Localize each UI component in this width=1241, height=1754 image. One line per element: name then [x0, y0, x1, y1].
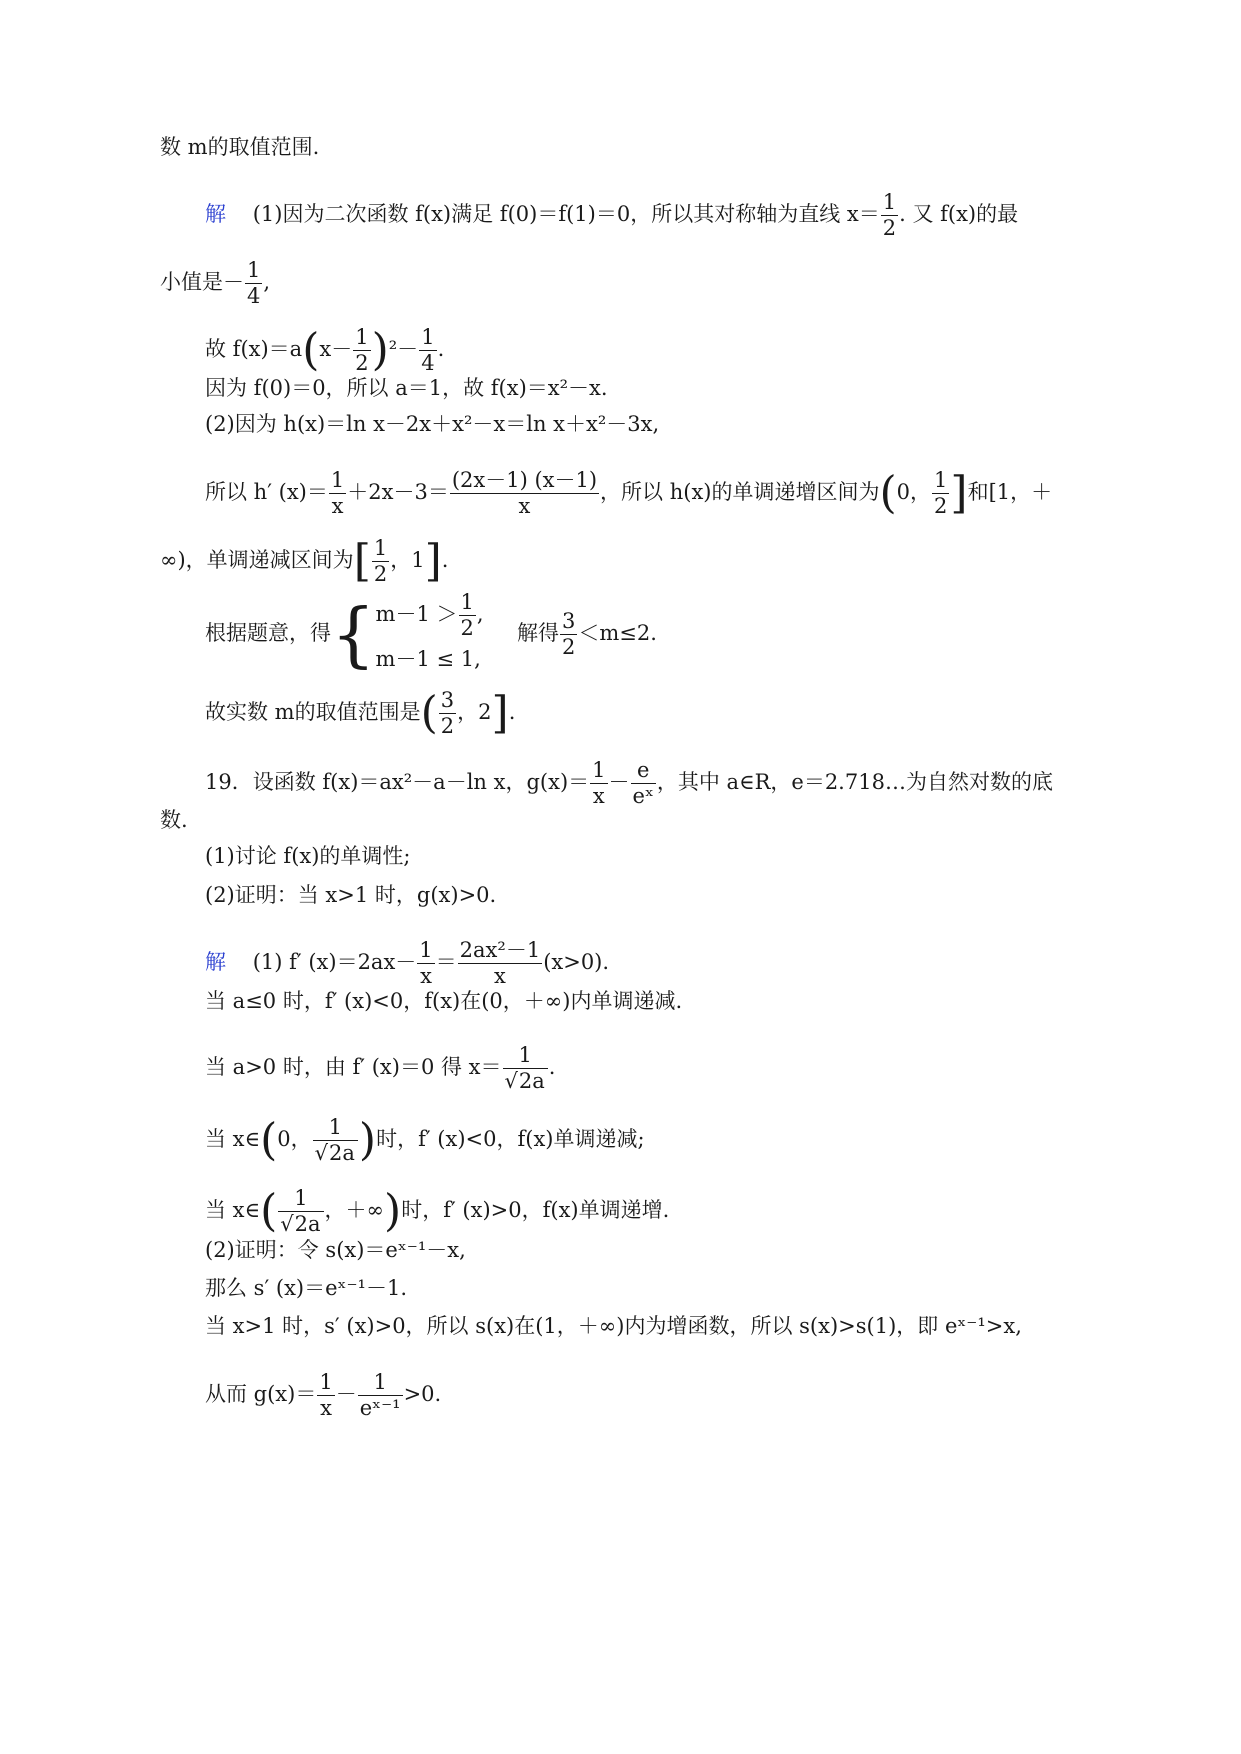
line-22: 当 x>1 时，s′ (x)>0，所以 s(x)在(1，＋∞)内为增函数，所以 s(x)>s(1)，即 eˣ⁻¹>x, — [205, 1314, 1022, 1338]
line-23-text-a: 从而 g(x)＝ — [205, 1382, 317, 1407]
line-08-text-a: ∞)，单调递减区间为 — [160, 548, 354, 573]
left-paren: ( — [302, 324, 320, 376]
line-23-text-c: >0. — [403, 1382, 442, 1407]
system-line-2: m－1 ≤ 1, — [375, 647, 481, 672]
line-18-text-a: 当 x∈ — [205, 1127, 261, 1152]
line-15-text-b: ＝ — [435, 950, 457, 975]
line-01: 数 m的取值范围. — [160, 135, 320, 159]
line-13: (1)讨论 f(x)的单调性; — [205, 844, 411, 868]
right-paren: ) — [358, 1114, 377, 1166]
line-08 — [160, 536, 448, 587]
line-23-text-b: － — [335, 1382, 357, 1407]
line-11-text-b: － — [608, 770, 630, 795]
line-10-text-b: ，2 — [457, 700, 492, 725]
line-03 — [160, 258, 270, 309]
right-paren: ) — [384, 1185, 402, 1237]
line-08-text-c: . — [441, 548, 449, 573]
left-paren: ( — [420, 687, 438, 739]
line-09 — [205, 590, 657, 679]
fraction-one-over-x-2: $\frac{1}{x}$ — [592, 758, 606, 809]
line-02-text-a: (1)因为二次函数 f(x)满足 f(0)＝f(1)＝0，所以其对称轴为直线 x＝ — [252, 202, 880, 227]
line-07-text-d: 0， — [896, 480, 932, 505]
fraction-one-over-x: $\frac{1}{x}$ — [330, 468, 345, 519]
left-paren: ( — [260, 1114, 278, 1166]
line-03-end: , — [263, 270, 271, 295]
fraction-half-2: $\frac{1}{2}$ — [355, 325, 369, 376]
line-09-text-a: 根据题意，得 — [205, 621, 331, 646]
line-08-text-b: ，1 — [390, 548, 425, 573]
fraction-one-over-sqrt2a: $\frac{1}{√2a}$ — [503, 1043, 548, 1094]
line-16: 当 a≤0 时，f′ (x)<0，f(x)在(0，＋∞)内单调递减. — [205, 989, 683, 1013]
fraction-half-4: $\frac{1}{2}$ — [373, 536, 388, 587]
right-paren: ) — [371, 324, 389, 376]
line-19 — [205, 1186, 669, 1237]
line-15-text-c: (x>0). — [543, 950, 610, 975]
line-07-text-e: 和[1，＋ — [967, 480, 1053, 505]
solution-label: 解 — [205, 202, 226, 227]
right-bracket: ] — [424, 535, 442, 587]
inequality-system — [376, 590, 484, 679]
line-11 — [205, 758, 1053, 809]
fraction-quarter: $\frac{1}{4}$ — [247, 258, 261, 309]
line-18-text-c: 时，f′ (x)<0，f(x)单调递减; — [376, 1127, 645, 1152]
system-line-1: m－1 ＞ — [375, 602, 458, 627]
line-03-text: 小值是－ — [160, 270, 244, 295]
line-09-text-c: ＜m≤2. — [578, 621, 657, 646]
fraction-three-halves-2: $\frac{3}{2}$ — [440, 688, 455, 739]
line-10 — [205, 688, 515, 739]
fraction-f-derivative: $\frac{\text{2ax²－1}}{x}$ — [459, 938, 541, 989]
solution-label-2: 解 — [205, 950, 226, 975]
line-19-text-b: ，＋∞ — [324, 1198, 385, 1223]
fraction-one-over-x-4: $\frac{1}{x}$ — [319, 1370, 333, 1421]
fraction-one-over-sqrt2a-2: $\frac{1}{√2a}$ — [313, 1115, 358, 1166]
line-23 — [205, 1370, 441, 1421]
line-17-text-a: 当 a>0 时，由 f′ (x)＝0 得 x＝ — [205, 1055, 502, 1080]
line-19-text-a: 当 x∈ — [205, 1198, 261, 1223]
fraction-e-over-ex: $\frac{e}{\text{eˣ}}$ — [632, 758, 654, 809]
line-06: (2)因为 h(x)＝ln x－2x＋x²－x＝ln x＋x²－3x, — [205, 412, 660, 436]
line-18-text-b: 0， — [277, 1127, 312, 1152]
line-07-text-b: ＋2x－3＝ — [347, 480, 449, 505]
line-04-text-a: 故 f(x)＝a — [205, 337, 303, 362]
fraction-half-3: $\frac{1}{2}$ — [934, 468, 948, 519]
line-09-text-b: 解得 — [516, 621, 559, 646]
fraction-quarter-2: $\frac{1}{4}$ — [421, 325, 435, 376]
line-07 — [205, 468, 1052, 519]
system-line-1-end: , — [476, 602, 484, 627]
fraction-one-over-x-3: $\frac{1}{x}$ — [419, 938, 433, 989]
fraction-one-over-ex1: $\frac{1}{\text{eˣ⁻¹}}$ — [359, 1370, 401, 1421]
left-bracket: [ — [353, 535, 371, 587]
right-bracket: ] — [950, 467, 968, 519]
line-02 — [205, 190, 1018, 241]
left-paren: ( — [260, 1185, 278, 1237]
line-12: 数. — [160, 808, 188, 832]
line-15 — [205, 938, 609, 989]
line-04 — [205, 325, 444, 376]
line-17 — [205, 1043, 555, 1094]
right-bracket: ] — [491, 687, 509, 739]
line-14: (2)证明：当 x>1 时，g(x)>0. — [205, 883, 497, 907]
line-04-text-b: x－ — [319, 337, 353, 362]
line-02-text-b: . 又 f(x)的最 — [899, 202, 1019, 227]
line-20: (2)证明：令 s(x)＝eˣ⁻¹－x, — [205, 1238, 466, 1262]
line-19-text-c: 时，f′ (x)>0，f(x)单调递增. — [401, 1198, 670, 1223]
left-paren: ( — [879, 467, 897, 519]
fraction-half: $\frac{1}{2}$ — [882, 190, 897, 241]
fraction-half-5: $\frac{1}{2}$ — [460, 590, 474, 641]
system-brace: { — [331, 593, 376, 676]
line-07-text-a: 所以 h′ (x)＝ — [205, 480, 328, 505]
line-18 — [205, 1115, 645, 1166]
line-07-text-c: ，所以 h(x)的单调递增区间为 — [600, 480, 880, 505]
line-04-text-d: . — [437, 337, 445, 362]
line-10-text-a: 故实数 m的取值范围是 — [205, 700, 421, 725]
line-21: 那么 s′ (x)＝eˣ⁻¹－1. — [205, 1276, 407, 1300]
line-17-text-b: . — [548, 1055, 556, 1080]
fraction-three-halves: $\frac{3}{2}$ — [561, 608, 576, 660]
fraction-h-derivative: $\frac{(2x-1) (x-1)}{x}$ — [451, 468, 598, 519]
line-15-text-a: (1) f′ (x)＝2ax－ — [252, 950, 417, 975]
line-11-text-c: ，其中 a∈R，e＝2.718…为自然对数的底 — [656, 770, 1053, 795]
fraction-one-over-sqrt2a-3: $\frac{1}{√2a}$ — [278, 1186, 323, 1237]
line-11-text-a: 19．设函数 f(x)＝ax²－a－ln x，g(x)＝ — [205, 770, 590, 795]
line-05: 因为 f(0)＝0，所以 a＝1，故 f(x)＝x²－x. — [205, 376, 608, 400]
line-04-text-c: ²－ — [388, 337, 419, 362]
line-10-text-c: . — [508, 700, 516, 725]
